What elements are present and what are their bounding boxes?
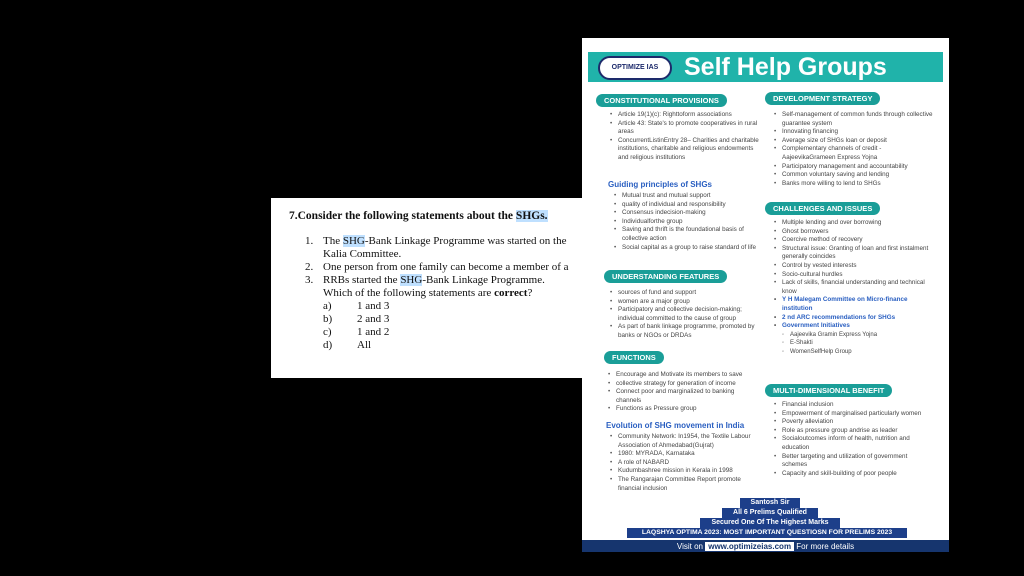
website-link[interactable]: www.optimizeias.com (705, 542, 794, 551)
list-item: • Encourage and Motivate its members to save (608, 371, 760, 380)
list-item: • A role of NABARD (610, 459, 762, 468)
list-item: • Social capital as a group to raise standard of life (614, 244, 764, 253)
list-item: • Empowerment of marginalised particularly women (774, 410, 934, 419)
list-item: • As part of bank linkage programme, promoted by banks or NGOs or DRDAs (610, 323, 760, 340)
list-item: • Individualforthe group (614, 218, 764, 227)
footer-visit-bar (582, 540, 949, 552)
shg-poster (582, 38, 949, 552)
list-item: • Complementary channels of credit - AajeevikaGrameen Express Yojna (774, 145, 934, 162)
list-item: • Article 43: State's to promote cooperatives in rural areas (610, 120, 760, 137)
understanding-list (610, 289, 760, 341)
list-item: • Multiple lending and over borrowing (774, 219, 934, 228)
list-item: • Government Initiatives (774, 322, 934, 331)
option-value: 1 and 3 (357, 300, 390, 312)
list-item: • Connect poor and marginalized to banking channels (608, 388, 760, 405)
footer-qualified: All 6 Prelims Qualified (722, 508, 818, 518)
list-item: • Lack of skills, financial understanding and technical know (774, 279, 934, 296)
list-item: • Socialoutcomes inform of health, nutrition and education (774, 435, 934, 452)
option-key: d) (323, 339, 333, 351)
development-heading: DEVELOPMENT STRATEGY (765, 92, 880, 105)
constitutional-list (610, 111, 760, 163)
functions-heading: FUNCTIONS (604, 351, 664, 364)
question-title (289, 210, 548, 222)
brand-logo-text: OPTIMIZE IAS (611, 64, 659, 71)
list-item: • Functions as Pressure group (608, 405, 760, 414)
statement-text-pre: The (323, 235, 343, 247)
guiding-list (614, 192, 764, 252)
statement-text (323, 274, 545, 287)
list-item: • 1980: MYRADA, Karnataka (610, 450, 762, 459)
option-value: 2 and 3 (357, 313, 390, 325)
option-value: All (357, 339, 372, 351)
list-item: • Poverty alleviation (774, 418, 934, 427)
question-prompt-text: Which of the following statements are (323, 287, 495, 299)
option-a (305, 300, 583, 313)
statement-text-post: -Bank Linkage Programme was started on the (364, 235, 567, 247)
challenges-list (774, 219, 934, 357)
list-item: • Socio-cultural hurdles (774, 271, 934, 280)
question-title-text: 7.Consider the following statements about the (289, 210, 516, 222)
question-prompt (305, 287, 583, 300)
list-item: • Coercive method of recovery (774, 236, 934, 245)
statement-item (305, 248, 583, 261)
list-item: ◦ WomenSelfHelp Group (774, 348, 934, 357)
statement-item (305, 274, 583, 287)
footer-name: Santosh Sir (740, 498, 800, 508)
list-item: • Article 19(1)(c): Righttoform associations (610, 111, 760, 120)
list-item: • Consensus indecision-making (614, 209, 764, 218)
question-prompt-mark: ? (527, 287, 533, 299)
list-item: • Kudumbashree mission in Kerala in 1998 (610, 467, 762, 476)
option-value: 1 and 2 (357, 326, 390, 338)
constitutional-heading: CONSTITUTIONAL PROVISIONS (596, 94, 727, 107)
option-b (305, 313, 583, 326)
statement-text-post: -Bank Linkage Programme. (422, 274, 545, 286)
guiding-heading: Guiding principles of SHGs (608, 180, 713, 189)
list-item: • women are a major group (610, 298, 760, 307)
list-item: • Common voluntary saving and lending (774, 171, 934, 180)
list-item: • Mutual trust and mutual support (614, 192, 764, 201)
statement-number (305, 248, 323, 261)
option-d (305, 339, 583, 352)
list-item: • ConcurrentListinEntry 28– Charities and charitable institutions, charitable and religious endowments and religious institutions (610, 137, 760, 163)
list-item: • Community Network: In1954, the Textile Labour Association of Ahmedabad(Gujrat) (610, 433, 762, 450)
list-item: • collective strategy for generation of income (608, 380, 760, 389)
understanding-heading: UNDERSTANDING FEATURES (604, 270, 727, 283)
evolution-heading: Evolution of SHG movement in India (606, 421, 745, 430)
list-item: ◦ Aajeevika Gramin Express Yojna (774, 331, 934, 340)
evolution-list (610, 433, 762, 493)
list-item: • 2 nd ARC recommendations for SHGs (774, 314, 934, 323)
list-item: • Financial inclusion (774, 401, 934, 410)
list-item: • Saving and thrift is the foundational basis of collective action (614, 226, 764, 243)
footer-secured: Secured One Of The Highest Marks (700, 518, 840, 528)
list-item: • Participatory and collective decision-making; individual committed to the cause of group (610, 306, 760, 323)
list-item: • Average size of SHGs loan or deposit (774, 137, 934, 146)
statement-text (323, 235, 566, 248)
statement-text: Kalia Committee. (323, 248, 402, 260)
list-item: • sources of fund and support (610, 289, 760, 298)
development-list (774, 111, 934, 188)
statement-highlight: SHG (400, 274, 423, 286)
functions-list (608, 371, 760, 414)
option-c (305, 326, 583, 339)
poster-header (588, 52, 943, 82)
statement-item (305, 235, 583, 248)
statement-item (305, 261, 583, 274)
option-key: b) (323, 313, 333, 325)
footer-visit-text: Visit on (676, 542, 706, 551)
brand-logo (598, 56, 672, 80)
challenges-heading: CHALLENGES AND ISSUES (765, 202, 880, 215)
statement-text-pre: RRBs started the (323, 274, 401, 286)
question-title-highlight: SHGs. (515, 210, 548, 222)
question-prompt-bold: correct (494, 287, 528, 299)
list-item: • quality of individual and responsibility (614, 201, 764, 210)
list-item: • Y H Malegam Committee on Micro-finance institution (774, 296, 934, 313)
list-item: • Participatory management and accountability (774, 163, 934, 172)
multi-benefit-heading: MULTI-DIMENSIONAL BENEFIT (765, 384, 892, 397)
list-item: • Structural issue: Granting of loan and first instalment generally coincides (774, 245, 934, 262)
option-key: a) (323, 300, 332, 312)
multi-benefit-list (774, 401, 934, 478)
list-item: • Banks more willing to lend to SHGs (774, 180, 934, 189)
list-item: • Control by vested interests (774, 262, 934, 271)
option-key: c) (323, 326, 332, 338)
statement-number: 1. (305, 235, 314, 247)
question-card (271, 198, 583, 378)
list-item: • Ghost borrowers (774, 228, 934, 237)
footer-visit-text-end: For more details (794, 542, 855, 551)
footer-laqshya: LAQSHYA OPTIMA 2023: MOST IMPORTANT QUESTIOSN FOR PRELIMS 2023 (627, 528, 907, 538)
list-item: • Role as pressure group andrise as leader (774, 427, 934, 436)
list-item: • Innovating financing (774, 128, 934, 137)
statement-number: 3. (305, 274, 314, 286)
statement-list (305, 235, 583, 352)
statement-number: 2. (305, 261, 314, 273)
list-item: ◦ E-Shakti (774, 339, 934, 348)
statement-highlight: SHG (342, 235, 365, 247)
poster-title: Self Help Groups (684, 53, 887, 81)
list-item: • Self-management of common funds through collective guarantee system (774, 111, 934, 128)
statement-text: One person from one family can become a member of a (323, 261, 569, 273)
list-item: • The Rangarajan Committee Report promote financial inclusion (610, 476, 762, 493)
list-item: • Better targeting and utilization of government schemes (774, 453, 934, 470)
list-item: • Capacity and skill-building of poor people (774, 470, 934, 479)
